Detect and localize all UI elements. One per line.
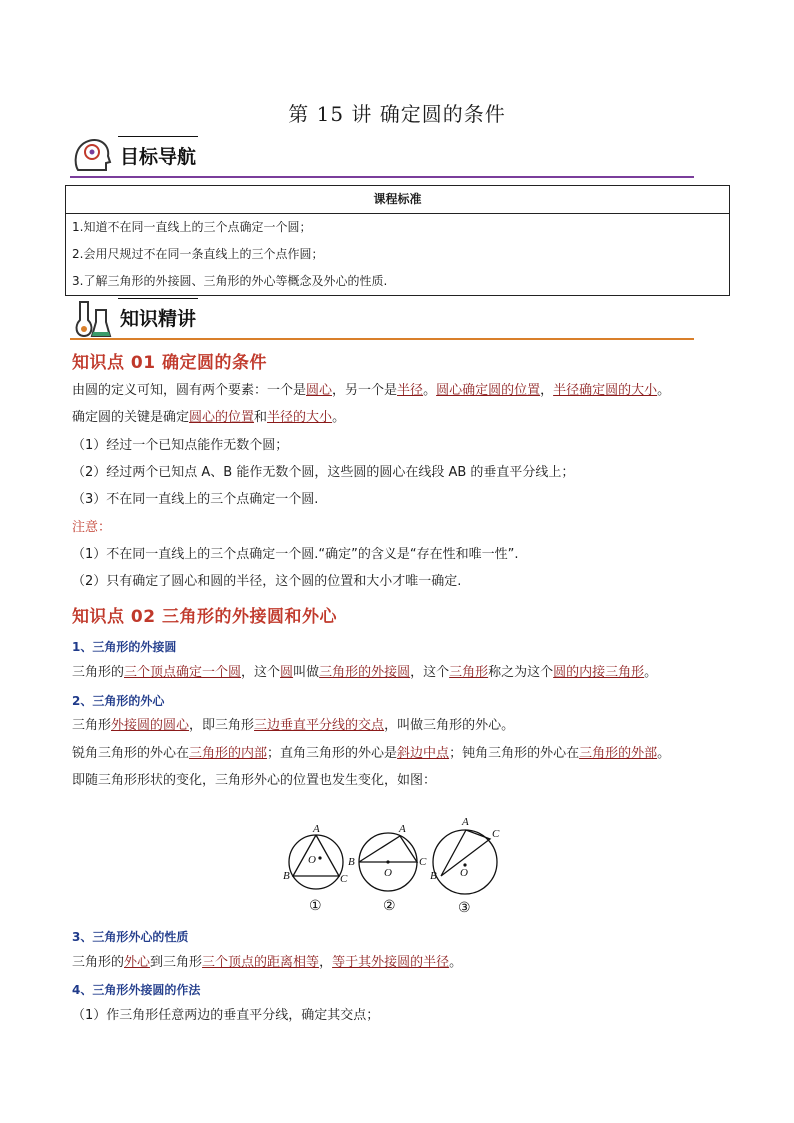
flask-icon xyxy=(70,296,114,340)
standard-item: 2.会用尺规过不在同一条直线上的三个点作圆； xyxy=(72,247,324,261)
section-header-knowledge xyxy=(70,296,694,340)
standard-item: 1.知道不在同一直线上的三个点确定一个圆； xyxy=(72,220,312,234)
center-label: O xyxy=(384,867,392,879)
figure-caption: ② xyxy=(383,899,396,914)
vertex-label: B xyxy=(430,870,437,882)
vertex-label: A xyxy=(462,816,469,828)
vertex-label: C xyxy=(340,873,348,885)
subsection-title: 4、三角形外接圆的作法 xyxy=(72,983,201,997)
list-item: （1）经过一个已知点能作无数个圆； xyxy=(72,438,289,453)
note-item: （1）不在同一直线上的三个点确定一个圆.“确定”的含义是“存在性和唯一性”. xyxy=(72,547,519,562)
vertex-label: C xyxy=(492,828,500,840)
vertex-label: C xyxy=(419,856,427,868)
figure-obtuse xyxy=(430,816,500,916)
figure-right xyxy=(348,823,427,914)
course-standards-box xyxy=(65,185,730,296)
vertex-label: A xyxy=(399,823,406,835)
knowledge-point-title: 知识点 02 三角形的外接圆和外心 xyxy=(72,607,337,627)
vertex-label: B xyxy=(283,870,290,882)
paragraph: 三角形外接圆的圆心，即三角形三边垂直平分线的交点，叫做三角形的外心。 xyxy=(72,718,515,733)
subsection-title: 2、三角形的外心 xyxy=(72,694,165,708)
note-item: （2）只有确定了圆心和圆的半径，这个圆的位置和大小才唯一确定. xyxy=(72,574,462,589)
paragraph: 三角形的三个顶点确定一个圆，这个圆叫做三角形的外接圆，这个三角形称之为这个圆的内接三角形。 xyxy=(72,665,658,680)
page-title: 第 15 讲 确定圆的条件 xyxy=(288,102,506,126)
paragraph: 由圆的定义可知，圆有两个要素：一个是圆心，另一个是半径。圆心确定圆的位置，半径确定圆的大小。 xyxy=(72,383,671,398)
note-label: 注意： xyxy=(72,520,112,535)
knowledge-point-title: 知识点 01 确定圆的条件 xyxy=(72,353,267,373)
brain-head-icon xyxy=(70,134,114,178)
circumcenter-figure xyxy=(280,810,520,920)
vertex-label: B xyxy=(348,856,355,868)
subsection-title: 3、三角形外心的性质 xyxy=(72,930,189,944)
center-label: O xyxy=(460,867,468,879)
section-rule xyxy=(70,176,694,178)
standards-header: 课程标准 xyxy=(66,186,729,214)
center-label: O xyxy=(308,854,316,866)
section-title-knowledge: 知识精讲 xyxy=(120,308,197,330)
standard-item: 3.了解三角形的外接圆、三角形的外心等概念及外心的性质. xyxy=(72,274,388,288)
paragraph: （1）作三角形任意两边的垂直平分线，确定其交点； xyxy=(72,1008,380,1023)
figure-caption: ① xyxy=(309,899,322,914)
paragraph: 即随三角形形状的变化，三角形外心的位置也发生变化，如图： xyxy=(72,773,437,788)
figure-caption: ③ xyxy=(458,901,471,916)
list-item: （3）不在同一直线上的三个点确定一个圆. xyxy=(72,492,319,507)
section-title-goals: 目标导航 xyxy=(120,146,197,168)
subsection-title: 1、三角形的外接圆 xyxy=(72,640,177,654)
paragraph: 确定圆的关键是确定圆心的位置和半径的大小。 xyxy=(72,410,346,425)
header-decoration-line xyxy=(118,298,198,299)
list-item: （2）经过两个已知点 A、B 能作无数个圆，这些圆的圆心在线段 AB 的垂直平分线上； xyxy=(72,465,575,480)
header-decoration-line xyxy=(118,136,198,137)
vertex-label: A xyxy=(313,823,320,835)
section-header-goals xyxy=(70,134,694,178)
section-rule xyxy=(70,338,694,340)
figure-acute xyxy=(283,823,348,914)
paragraph: 三角形的外心到三角形三个顶点的距离相等，等于其外接圆的半径。 xyxy=(72,955,463,970)
paragraph: 锐角三角形的外心在三角形的内部；直角三角形的外心是斜边中点；钝角三角形的外心在三角形的外部。 xyxy=(72,746,671,761)
